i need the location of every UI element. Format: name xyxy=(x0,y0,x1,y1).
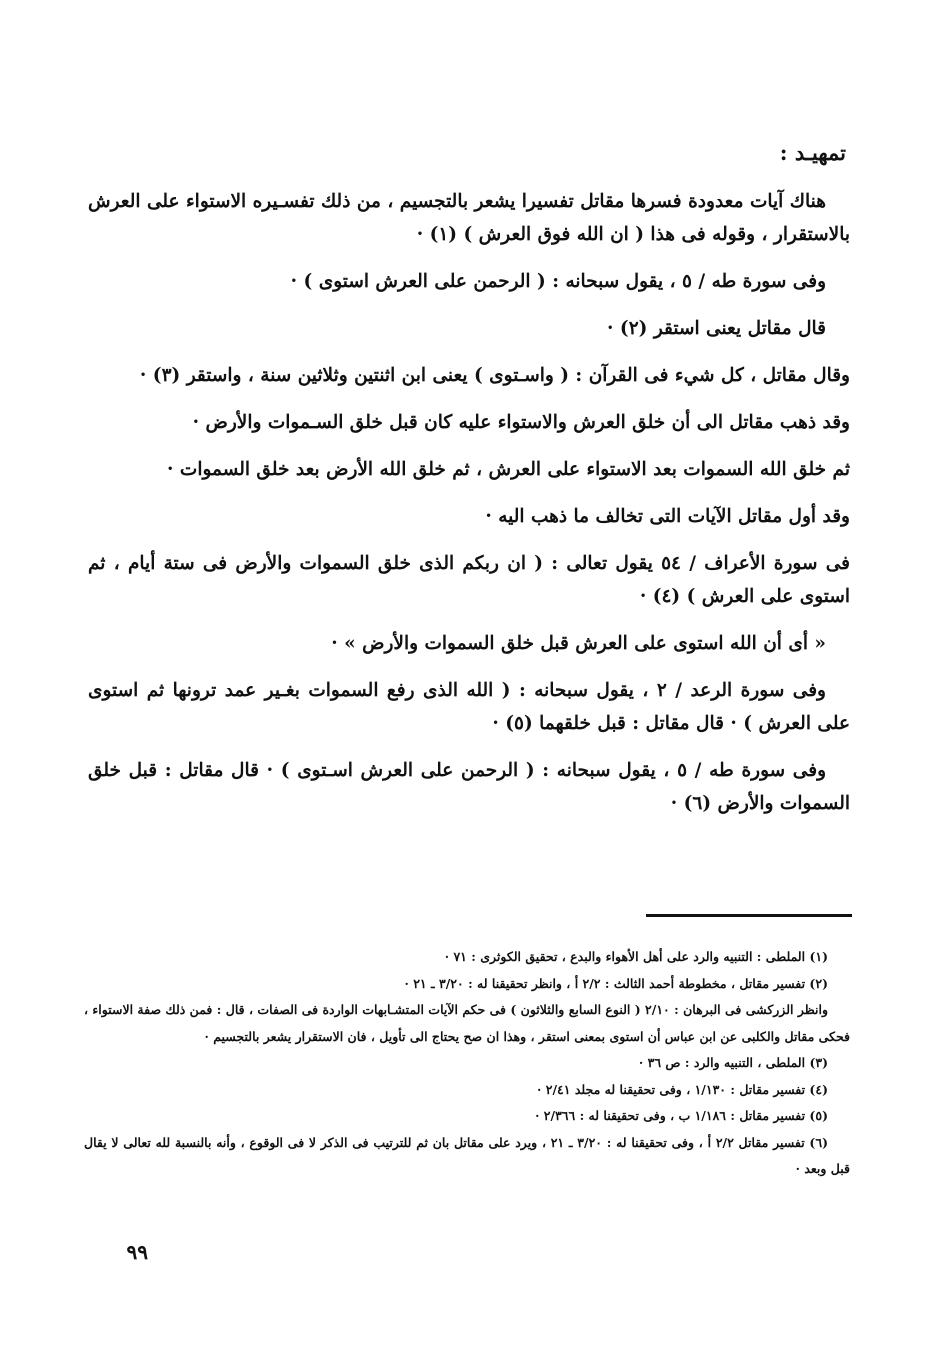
paragraph: وقد ذهب مقاتل الى أن خلق العرش والاستواء عليه كان قبل خلق السـموات والأرض · xyxy=(192,412,850,433)
paragraph: وفى سورة طه / ٥ ، يقول سبحانه : ( الرحمن على العرش استوى ) · xyxy=(290,271,826,292)
paragraph: وقال مقاتل ، كل شيء فى القرآن : ( واسـتوى ) يعنى ابن اثنتين وثلاثين سنة ، واستقر (٣) · xyxy=(139,365,850,386)
footnote: (٣) الملطى ، التنبيه والرد : ص ٣٦ · xyxy=(638,1055,828,1070)
page-number: ٩٩ xyxy=(126,1240,148,1264)
section-heading: تمهيـد : xyxy=(779,140,846,165)
paragraph: وقد أول مقاتل الآيات التى تخالف ما ذهب اليه · xyxy=(485,506,850,527)
paragraph: فى سورة الأعراف / ٥٤ يقول تعالى : ( ان ربكم الذى خلق السموات والأرض فى ستة أيام ، ثم استوى على العرش ) (٤) · xyxy=(88,553,850,607)
paragraph: وفى سورة طه / ٥ ، يقول سبحانه : ( الرحمن على العرش اسـتوى ) · قال مقاتل : قبل خلق السموات والأرض (٦) · xyxy=(88,760,850,814)
footnote: (٢) تفسير مقاتل ، مخطوطة أحمد الثالث : ٢/٢ أ ، وانظر تحقيقنا له : ٣/٢٠ ـ ٢١ · xyxy=(404,975,828,991)
footnote: (١) الملطى : التنبيه والرد على أهل الأهواء والبدع ، تحقيق الكوثرى : ٧١ · xyxy=(444,949,828,964)
paragraph: هناك آيات معدودة فسرها مقاتل تفسيرا يشعر بالتجسيم ، من ذلك تفسـيره الاستواء على العرش بالاستقرار ، وقوله فى هذا ( ان الله فوق العرش ) (١) · xyxy=(88,191,850,245)
paragraph: قال مقاتل يعنى استقر (٢) · xyxy=(607,318,826,339)
footnote: (٦) تفسير مقاتل ٢/٢ أ ، وفى تحقيقنا له : ٣/٢٠ ـ ٢١ ، ويرد على مقاتل بان ثم للترتيب فى الذكر لا فى الوقوع ، وأنه بالنسبة لله تعالى لا يقال قبل وبعد · xyxy=(84,1134,850,1176)
footnotes xyxy=(84,944,850,1183)
footnote-separator xyxy=(646,914,852,917)
footnote-continuation: وانظر الزركشى فى البرهان : ٢/١٠ ( النوع السابع والثلاثون ) فى حكم الآيات المتشـابهات الواردة فى الصفات ، قال : فمن ذلك صفة الاستواء ، فحكى مقاتل والكلبى عن ابن عباس أن استوى بمعنى استقر ، وهذا ان صح يحتاج الى تأويل ، فان الاستقرار يشعر بالتجسيم · xyxy=(84,1002,850,1044)
quoted-paragraph: « أى أن الله استوى على العرش قبل خلق السموات والأرض » · xyxy=(331,633,826,654)
footnote: (٥) تفسير مقاتل : ١/١٨٦ ب ، وفى تحقيقنا له : ٢/٣٦٦ · xyxy=(535,1108,828,1123)
footnote: (٤) تفسير مقاتل : ١/١٣٠ ، وفى تحقيقنا له مجلد ٢/٤١ · xyxy=(537,1081,828,1097)
paragraph: وفى سورة الرعد / ٢ ، يقول سبحانه : ( الله الذى رفع السموات بغـير عمد ترونها ثم استوى على العرش ) · قال مقاتل : قبل خلقهما (٥) · xyxy=(88,680,850,734)
paragraph: ثم خلق الله السموات بعد الاستواء على العرش ، ثم خلق الله الأرض بعد خلق السموات · xyxy=(167,459,850,480)
main-text xyxy=(88,185,850,834)
